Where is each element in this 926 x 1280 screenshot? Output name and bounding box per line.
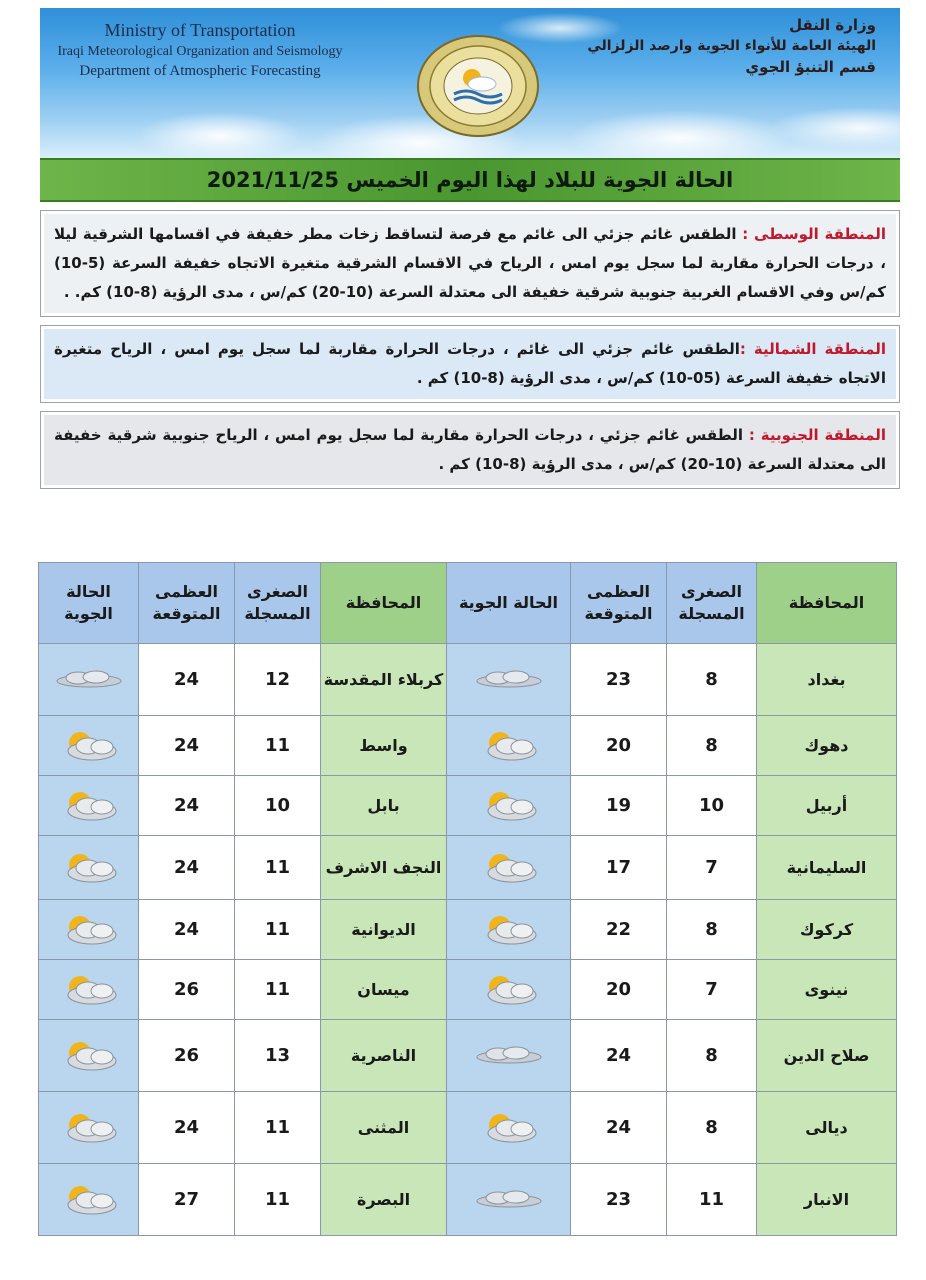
ministry-name-ar: وزارة النقل [789,16,876,34]
organization-name-en: Iraqi Meteorological Organization and Seismology [57,44,343,59]
left-governorate-cell: الديوانية [321,900,447,960]
table-row [39,1092,897,1164]
overcast-cloud-icon [474,669,544,690]
right-min-cell: 8 [667,644,757,716]
table-row [39,836,897,900]
region-north-name: المنطقة الشمالية : [739,340,886,358]
partly-cloudy-icon [58,979,120,1000]
overcast-cloud-icon [474,1045,544,1066]
header-condition-2: الحالة الجوية [39,563,139,644]
organization-name-ar: الهيئة العامة للأنواء الجوية وارصد الزلزالي [587,38,876,54]
right-governorate-cell: دهوك [757,716,897,776]
partly-cloudy-icon [478,979,540,1000]
partly-cloudy-icon [58,1045,120,1066]
header-condition: الحالة الجوية [447,563,571,644]
partly-cloudy-icon [478,1117,540,1138]
right-max-cell: 20 [571,716,667,776]
right-condition-cell [447,960,571,1020]
left-condition-cell [39,644,139,716]
header-governorate: المحافظة [757,563,897,644]
left-max-cell: 24 [139,900,235,960]
right-max-cell: 22 [571,900,667,960]
left-governorate-cell: النجف الاشرف [321,836,447,900]
left-min-cell: 10 [235,776,321,836]
header-governorate-2: المحافظة [321,563,447,644]
right-min-cell: 7 [667,836,757,900]
header-banner [40,8,900,158]
table-row [39,900,897,960]
english-header [50,20,350,80]
right-governorate-cell: الانبار [757,1164,897,1236]
table-row [39,644,897,716]
left-condition-cell [39,960,139,1020]
bulletin-page [40,8,900,489]
left-max-cell: 24 [139,776,235,836]
partly-cloudy-icon [58,795,120,816]
right-condition-cell [447,900,571,960]
right-max-cell: 23 [571,644,667,716]
organization-logo-icon [416,34,540,138]
header-max-2: العظمى المتوقعة [139,563,235,644]
region-south [40,411,900,489]
right-condition-cell [447,1020,571,1092]
right-max-cell: 23 [571,1164,667,1236]
ministry-name-en: Ministry of Transportation [104,20,296,40]
left-governorate-cell: بابل [321,776,447,836]
right-min-cell: 8 [667,1092,757,1164]
left-condition-cell [39,776,139,836]
left-min-cell: 11 [235,900,321,960]
right-governorate-cell: ديالى [757,1092,897,1164]
right-max-cell: 20 [571,960,667,1020]
right-min-cell: 8 [667,716,757,776]
right-governorate-cell: بغداد [757,644,897,716]
right-governorate-cell: نينوى [757,960,897,1020]
region-central-text: الطقس غائم جزئي الى غائم مع فرصة لتساقط زخات مطر خفيفة في اقسامها الشرقية ليلا ، درجات الحرارة مقاربة لما سجل يوم امس ، الرياح في الاقسام الشرقية متغيرة الاتجاه خفيفة السرعة (5-10) كم/س وفي الاقسام الغربية جنوبية شرقية خفيفة الى معتدلة السرعة (10-20) كم/س ، مدى الرؤية (8-10) كم. . [54,225,886,301]
partly-cloudy-icon [58,1117,120,1138]
table-header-row [39,563,897,644]
left-min-cell: 11 [235,836,321,900]
left-governorate-cell: المثنى [321,1092,447,1164]
right-max-cell: 24 [571,1020,667,1092]
left-min-cell: 13 [235,1020,321,1092]
left-max-cell: 24 [139,1092,235,1164]
region-north [40,325,900,403]
header-min: الصغرى المسجلة [667,563,757,644]
table-row [39,1020,897,1092]
left-min-cell: 11 [235,1092,321,1164]
left-max-cell: 24 [139,836,235,900]
right-min-cell: 11 [667,1164,757,1236]
overcast-cloud-icon [474,1189,544,1210]
partly-cloudy-icon [478,795,540,816]
left-min-cell: 11 [235,960,321,1020]
left-condition-cell [39,836,139,900]
header-max: العظمى المتوقعة [571,563,667,644]
right-governorate-cell: صلاح الدين [757,1020,897,1092]
region-south-name: المنطقة الجنوبية : [748,426,886,444]
right-condition-cell [447,836,571,900]
region-central [40,210,900,317]
left-max-cell: 24 [139,644,235,716]
right-max-cell: 24 [571,1092,667,1164]
right-governorate-cell: أربيل [757,776,897,836]
left-condition-cell [39,1092,139,1164]
right-condition-cell [447,1092,571,1164]
partly-cloudy-icon [478,919,540,940]
table-row [39,716,897,776]
table-row [39,960,897,1020]
region-central-name: المنطقة الوسطى : [742,225,886,243]
left-max-cell: 26 [139,1020,235,1092]
right-governorate-cell: السليمانية [757,836,897,900]
right-condition-cell [447,716,571,776]
table-row [39,1164,897,1236]
department-name-en: Department of Atmospheric Forecasting [79,63,321,79]
forecast-table [38,562,897,1236]
left-governorate-cell: ميسان [321,960,447,1020]
right-min-cell: 8 [667,900,757,960]
arabic-header [576,16,876,76]
right-condition-cell [447,1164,571,1236]
partly-cloudy-icon [58,919,120,940]
left-condition-cell [39,900,139,960]
right-max-cell: 17 [571,836,667,900]
right-governorate-cell: كركوك [757,900,897,960]
header-min-2: الصغرى المسجلة [235,563,321,644]
table-row [39,776,897,836]
left-min-cell: 11 [235,1164,321,1236]
overcast-cloud-icon [54,669,124,690]
left-governorate-cell: كربلاء المقدسة [321,644,447,716]
right-max-cell: 19 [571,776,667,836]
left-condition-cell [39,1020,139,1092]
forecast-table-body [39,644,897,1236]
left-condition-cell [39,716,139,776]
left-min-cell: 12 [235,644,321,716]
left-max-cell: 26 [139,960,235,1020]
left-governorate-cell: الناصرية [321,1020,447,1092]
region-south-text: الطقس غائم جزئي ، درجات الحرارة مقاربة لما سجل يوم امس ، الرياح جنوبية شرقية خفيفة الى معتدلة السرعة (10-20) كم/س ، مدى الرؤية (8-10) كم . [54,426,886,473]
left-max-cell: 24 [139,716,235,776]
left-condition-cell [39,1164,139,1236]
region-north-text: الطقس غائم جزئي الى غائم ، درجات الحرارة مقاربة لما سجل يوم امس ، الرياح متغيرة الاتجاه خفيفة السرعة (05-10) كم/س ، مدى الرؤية (8-10) كم . [54,340,886,387]
right-min-cell: 10 [667,776,757,836]
right-min-cell: 7 [667,960,757,1020]
department-name-ar: قسم التنبؤ الجوي [745,58,876,76]
partly-cloudy-icon [58,857,120,878]
left-min-cell: 11 [235,716,321,776]
right-min-cell: 8 [667,1020,757,1092]
partly-cloudy-icon [58,735,120,756]
partly-cloudy-icon [58,1189,120,1210]
partly-cloudy-icon [478,857,540,878]
right-condition-cell [447,644,571,716]
right-condition-cell [447,776,571,836]
left-max-cell: 27 [139,1164,235,1236]
left-governorate-cell: البصرة [321,1164,447,1236]
bulletin-title: الحالة الجوية للبلاد لهذا اليوم الخميس 2021/11/25 [40,158,900,202]
partly-cloudy-icon [478,735,540,756]
left-governorate-cell: واسط [321,716,447,776]
